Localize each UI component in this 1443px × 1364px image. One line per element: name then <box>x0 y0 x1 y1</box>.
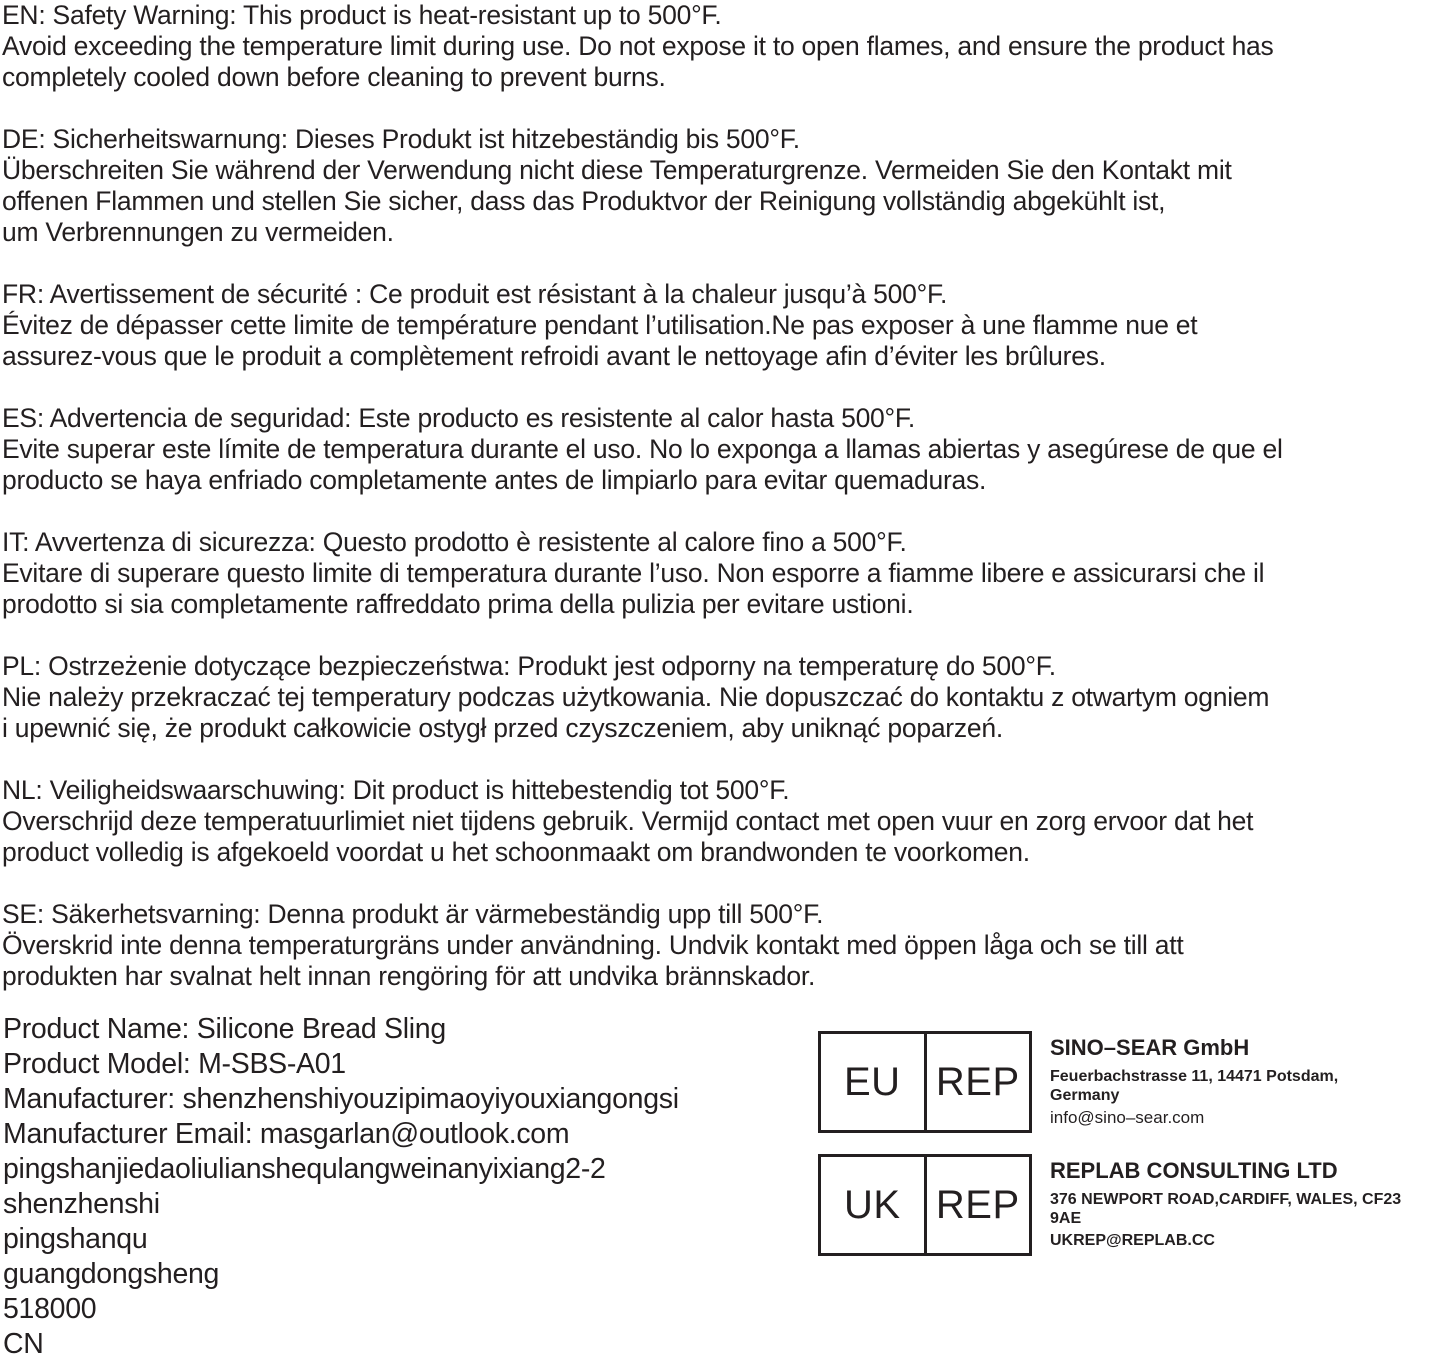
address-country: CN <box>3 1328 44 1360</box>
uk-rep-block <box>818 1154 1433 1258</box>
address-line: pingshanjiedaoliulianshequlangweinanyixiang2-2 <box>3 1153 606 1185</box>
warning-line: Avoid exceeding the temperature limit during use. Do not expose it to open flames, and ensure the product has <box>2 31 1274 61</box>
warning-line: um Verbrennungen zu vermeiden. <box>2 217 394 247</box>
warning-line: PL: Ostrzeżenie dotyczące bezpieczeństwa: Produkt jest odporny na temperaturę do 500°F. <box>2 651 1056 681</box>
warning-se <box>2 899 1440 992</box>
product-name: Product Name: Silicone Bread Sling <box>3 1013 446 1045</box>
product-model: Product Model: M-SBS-A01 <box>3 1048 346 1080</box>
eu-rep-company: SINO–SEAR GmbH <box>1050 1035 1250 1060</box>
address-province: guangdongsheng <box>3 1258 220 1290</box>
warning-line: ES: Advertencia de seguridad: Este producto es resistente al calor hasta 500°F. <box>2 403 916 433</box>
warning-line: assurez-vous que le produit a complètement refroidi avant le nettoyage afin d’éviter les brûlures. <box>2 341 1106 371</box>
warning-line: completely cooled down before cleaning to prevent burns. <box>2 62 666 92</box>
warning-de <box>2 124 1440 248</box>
warning-line: Evitare di superare questo limite di temperatura durante l’uso. Non esporre a fiamme libere e assicurarsi che il <box>2 558 1265 588</box>
warning-fr <box>2 279 1440 372</box>
warning-line: Nie należy przekraczać tej temperatury podczas użytkowania. Nie dopuszczać do kontaktu z otwartym ogniem <box>2 682 1270 712</box>
uk-rep-address: 376 NEWPORT ROAD,CARDIFF, WALES, CF23 9AE <box>1050 1191 1402 1227</box>
eu-rep-details <box>1050 1033 1430 1129</box>
eu-rep-address: Feuerbachstrasse 11, 14471 Potsdam, Germany <box>1050 1068 1339 1104</box>
warning-line: DE: Sicherheitswarnung: Dieses Produkt ist hitzebeständig bis 500°F. <box>2 124 800 154</box>
address-district: pingshanqu <box>3 1223 148 1255</box>
warning-line: prodotto si sia completamente raffreddato prima della pulizia per evitare ustioni. <box>2 589 914 619</box>
warning-line: Evite superar este límite de temperatura durante el uso. No lo exponga a llamas abiertas y asegúrese de que el <box>2 434 1283 464</box>
warning-line: Überschreiten Sie während der Verwendung nicht diese Temperaturgrenze. Vermeiden Sie den Kontakt mit <box>2 155 1232 185</box>
manufacturer-email: Manufacturer Email: masgarlan@outlook.com <box>3 1118 570 1150</box>
warning-line: product volledig is afgekoeld voordat u het schoonmaakt om brandwonden te voorkomen. <box>2 837 1030 867</box>
warning-line: offenen Flammen und stellen Sie sicher, dass das Produktvor der Reinigung vollständig abgekühlt ist, <box>2 186 1166 216</box>
eu-badge-label: EU <box>843 1059 901 1104</box>
address-postcode: 518000 <box>3 1293 97 1325</box>
warning-line: FR: Avertissement de sécurité : Ce produit est résistant à la chaleur jusqu’à 500°F. <box>2 279 948 309</box>
manufacturer: Manufacturer: shenzhenshiyouzipimaoyiyouxiangongsi <box>3 1083 679 1115</box>
warning-line: IT: Avvertenza di sicurezza: Questo prodotto è resistente al calore fino a 500°F. <box>2 527 907 557</box>
rep-badge-label: REP <box>924 1157 1030 1253</box>
warning-line: Évitez de dépasser cette limite de température pendant l’utilisation.Ne pas exposer à une flamme nue et <box>2 310 1198 340</box>
warning-line: i upewnić się, że produkt całkowicie ostygł przed czyszczeniem, aby uniknąć poparzeń. <box>2 713 1003 743</box>
safety-warnings <box>2 0 1440 1023</box>
warning-line: SE: Säkerhetsvarning: Denna produkt är värmebeständig upp till 500°F. <box>2 899 824 929</box>
uk-rep-details <box>1050 1156 1430 1252</box>
warning-line: producto se haya enfriado completamente antes de limpiarlo para evitar quemaduras. <box>2 465 987 495</box>
product-info <box>3 1012 803 1362</box>
eu-rep-email: info@sino–sear.com <box>1050 1108 1205 1127</box>
warning-line: produkten har svalnat helt innan rengöring för att undvika brännskador. <box>2 961 816 991</box>
uk-rep-company: REPLAB CONSULTING LTD <box>1050 1158 1338 1183</box>
uk-badge-label: UK <box>843 1182 901 1227</box>
warning-line: NL: Veiligheidswaarschuwing: Dit product is hittebestendig tot 500°F. <box>2 775 790 805</box>
warning-line: EN: Safety Warning: This product is heat-resistant up to 500°F. <box>2 0 722 30</box>
warning-line: Överskrid inte denna temperaturgräns under användning. Undvik kontakt med öppen låga och se till att <box>2 930 1184 960</box>
address-city: shenzhenshi <box>3 1188 160 1220</box>
warning-en <box>2 0 1440 93</box>
eu-rep-badge <box>818 1031 1032 1133</box>
rep-badge-label: REP <box>924 1034 1030 1130</box>
warning-line: Overschrijd deze temperatuurlimiet niet tijdens gebruik. Vermijd contact met open vuur en zorg ervoor dat het <box>2 806 1254 836</box>
warning-es <box>2 403 1440 496</box>
eu-rep-block <box>818 1031 1433 1135</box>
warning-it <box>2 527 1440 620</box>
warning-pl <box>2 651 1440 744</box>
uk-rep-badge <box>818 1154 1032 1256</box>
warning-nl <box>2 775 1440 868</box>
uk-rep-email: UKREP@REPLAB.CC <box>1050 1232 1215 1249</box>
